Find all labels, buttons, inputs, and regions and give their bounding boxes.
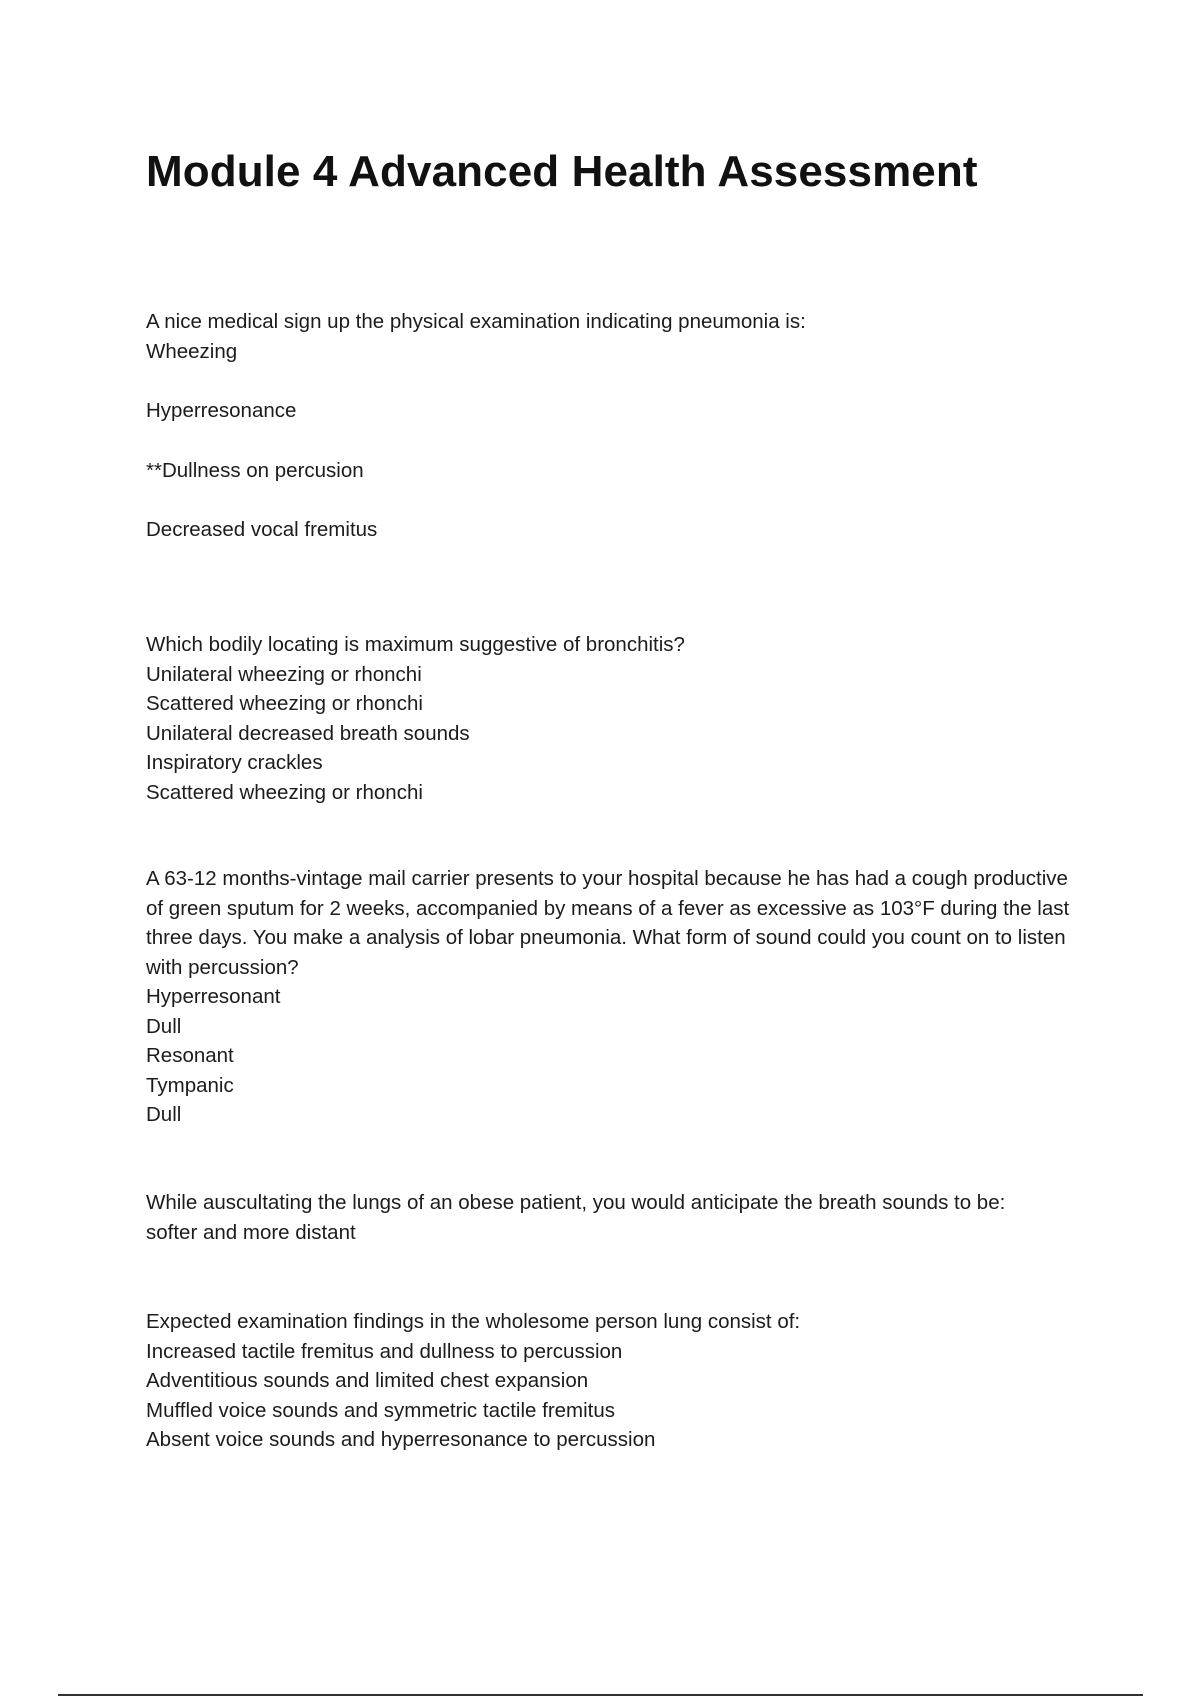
answer-option: Adventitious sounds and limited chest expansion: [146, 1369, 589, 1392]
answer-option: Unilateral wheezing or rhonchi: [146, 662, 422, 686]
question-prompt: A nice medical sign up the physical examination indicating pneumonia is:: [146, 310, 806, 333]
answer-option: **Dullness on percusion: [146, 458, 364, 482]
question-prompt: Which bodily locating is maximum suggestive of bronchitis?: [146, 633, 685, 656]
answer-option: Dull: [146, 1103, 182, 1126]
question-4: [146, 1188, 1086, 1247]
question-prompt: A 63-12 months-vintage mail carrier presents to your hospital because he has had a cough productive of green sputum for 2 weeks, accompanied by means of a fever as excessive as 103°F during the last three days. You make a analysis of lobar pneumonia. What form of sound could you count on to listen with percussion?: [146, 867, 1070, 979]
answer-option: Increased tactile fremitus and dullness to percussion: [146, 1339, 623, 1363]
answer-option: Absent voice sounds and hyperresonance to percussion: [146, 1428, 656, 1451]
question-2: [146, 630, 1086, 807]
question-prompt: Expected examination findings in the wholesome person lung consist of:: [146, 1310, 801, 1333]
answer-option: Hyperresonant: [146, 985, 281, 1008]
answer-option: Inspiratory crackles: [146, 751, 323, 774]
question-prompt: While auscultating the lungs of an obese patient, you would anticipate the breath sounds to be:: [146, 1191, 1006, 1214]
answer-option: Tympanic: [146, 1073, 234, 1097]
question-3: [146, 864, 1086, 1130]
document-title: Module 4 Advanced Health Assessment: [146, 147, 978, 196]
answer-option: Hyperresonance: [146, 399, 297, 422]
question-5: [146, 1307, 1086, 1455]
answer-option: Unilateral decreased breath sounds: [146, 721, 470, 745]
answer-option: Muffled voice sounds and symmetric tactile fremitus: [146, 1398, 616, 1422]
answer-option: softer and more distant: [146, 1220, 356, 1244]
answer-option: Scattered wheezing or rhonchi: [146, 692, 423, 715]
answer-option: Dull: [146, 1014, 182, 1038]
answer-option: Wheezing: [146, 339, 238, 363]
answer-option: Scattered wheezing or rhonchi: [146, 780, 423, 804]
answer-option: Decreased vocal fremitus: [146, 518, 378, 541]
question-1: [146, 307, 1086, 545]
answer-option: Resonant: [146, 1044, 234, 1067]
page-bottom-divider: [58, 1694, 1143, 1696]
